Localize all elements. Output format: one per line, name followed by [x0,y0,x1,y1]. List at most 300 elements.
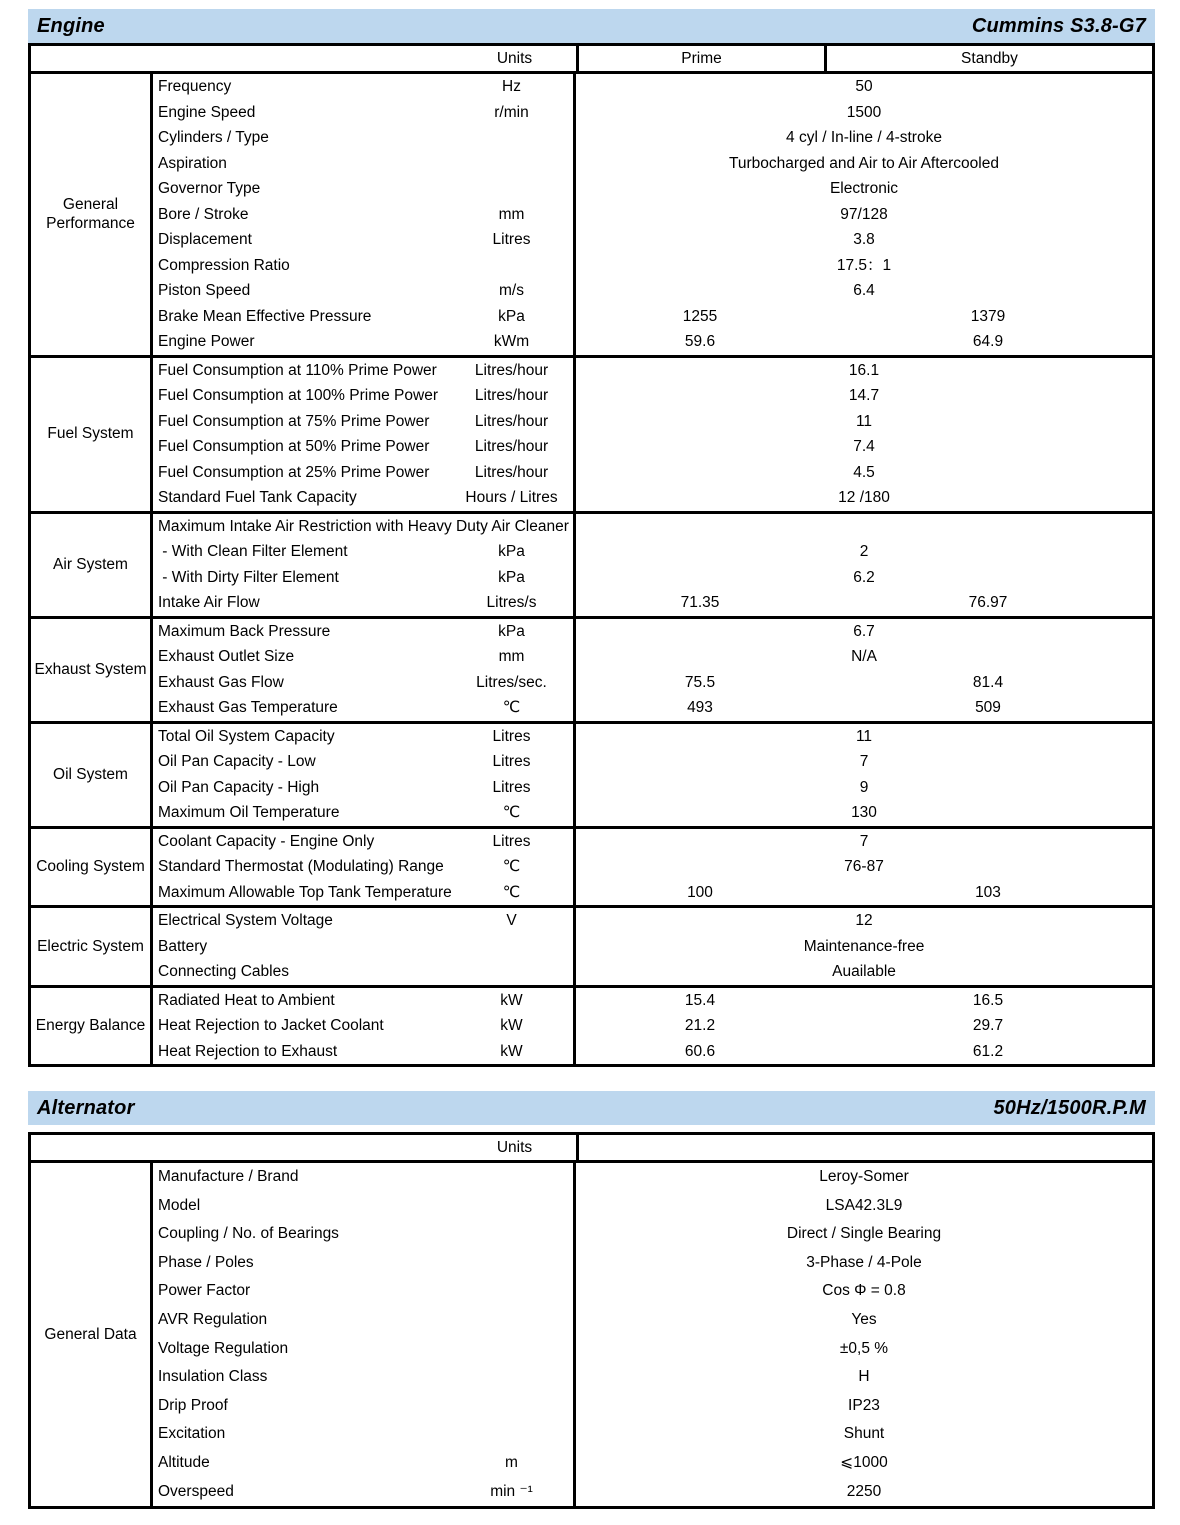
spec-row [153,100,1152,126]
spec-row [153,434,1152,460]
units-value: ℃ [502,883,521,901]
parameter-name: Maximum Oil Temperature [158,804,340,821]
section-rows [153,1163,1152,1506]
values-cell [573,1420,1152,1449]
values-cell [573,1013,1152,1039]
combined-value: 2250 [846,1482,882,1500]
parameter-name: Standard Thermostat (Modulating) Range [158,858,444,875]
spec-row [153,151,1152,177]
alternator-subtitle: 50Hz/1500R.P.M [993,1096,1146,1119]
units-value [450,1335,573,1364]
units-value: Litres/hour [474,438,549,455]
values-cell [573,1220,1152,1249]
parameter-name: Fuel Consumption at 110% Prime Power [158,361,437,379]
parameter-name: Compression Ratio [158,256,290,274]
units-value [450,151,573,177]
standby-value: 509 [975,699,1001,716]
section-label: Oil System [31,724,153,826]
spec-row [153,565,1152,591]
spec-row [153,1163,1152,1192]
units-value: m/s [499,282,524,299]
parameter-name: Standard Fuel Tank Capacity [158,489,357,506]
combined-value: 76-87 [844,858,884,875]
parameter-name: Cylinders / Type [158,129,269,146]
values-cell [573,539,1152,565]
spec-row [153,539,1152,565]
values-cell [573,908,1152,934]
units-value: ℃ [502,699,521,716]
units-value: Litres/hour [474,463,549,481]
combined-value: 6.7 [853,622,875,640]
spec-row [153,358,1152,384]
combined-value: ±0,5 % [839,1339,889,1357]
values-cell [573,151,1152,177]
values-cell [573,800,1152,826]
units-value: kW [500,1042,523,1060]
parameter-name: Aspiration [158,154,227,172]
spec-row [153,383,1152,409]
values-cell [573,775,1152,801]
values-cell [573,202,1152,228]
combined-value: 7 [859,753,869,770]
parameter-name: Coupling / No. of Bearings [158,1225,339,1243]
parameter-name: Manufacture / Brand [158,1168,299,1185]
units-column-header: Units [496,1139,533,1156]
parameter-name: Overspeed [158,1482,234,1500]
parameter-name: - With Clean Filter Element [158,543,348,560]
values-cell [573,278,1152,304]
values-cell [573,227,1152,253]
section-general-performance [31,74,1152,355]
spec-row [153,329,1152,355]
spec-row [153,1192,1152,1221]
engine-table-body [31,74,1152,1064]
parameter-name: Exhaust Gas Flow [158,673,284,691]
units-value: kPa [498,543,525,560]
alternator-table-header-row [31,1135,1152,1163]
parameter-name: Excitation [158,1425,226,1443]
values-cell [573,619,1152,645]
combined-value: ⩽1000 [840,1453,888,1471]
spec-row [153,1363,1152,1392]
values-cell [573,125,1152,151]
parameter-name: Fuel Consumption at 25% Prime Power [158,463,430,481]
values-header-blank [579,1135,1152,1160]
values-cell [573,1363,1152,1392]
units-value [450,253,573,279]
values-cell [573,988,1152,1014]
combined-value: IP23 [848,1396,880,1414]
section-air-system [31,511,1152,616]
units-value: min ⁻¹ [490,1482,533,1500]
combined-value: Shunt [843,1425,885,1443]
values-cell [573,565,1152,591]
values-cell [573,749,1152,775]
units-value: kPa [498,568,525,586]
units-value [450,1392,573,1421]
units-value [450,1220,573,1249]
prime-value: 71.35 [680,594,720,611]
combined-value: 4 cyl / In-line / 4-stroke [786,129,942,146]
values-cell [573,644,1152,670]
combined-value: 97/128 [840,205,888,223]
values-cell [573,383,1152,409]
spec-row [153,619,1152,645]
spec-row [153,829,1152,855]
parameter-name: Exhaust Gas Temperature [158,699,338,716]
parameter-name: Heat Rejection to Exhaust [158,1042,338,1060]
combined-value [576,514,1152,540]
values-cell [573,304,1152,330]
alternator-spec-table [28,1132,1155,1509]
values-cell [573,1478,1152,1507]
units-value: Hours / Litres [465,489,558,506]
combined-value: 14.7 [848,387,880,404]
units-value [450,1363,573,1392]
units-value: r/min [494,103,529,121]
units-value: Litres [492,753,531,770]
parameter-name: Battery [158,937,208,955]
section-label: Cooling System [31,829,153,906]
section-rows [153,724,1152,826]
units-value [450,1420,573,1449]
section-label: Energy Balance [31,988,153,1065]
values-cell [573,253,1152,279]
combined-value: Maintenance-free [803,937,925,955]
units-value: ℃ [502,804,521,821]
section-cooling-system [31,826,1152,906]
values-cell [573,854,1152,880]
section-fuel-system [31,355,1152,511]
parameter-name: Altitude [158,1453,210,1471]
parameter-name: Heat Rejection to Jacket Coolant [158,1017,384,1034]
parameter-name: Maximum Back Pressure [158,622,331,640]
combined-value: 16.1 [848,361,880,379]
engine-header-band [28,9,1155,43]
units-value: Litres/sec. [476,673,547,691]
spec-row [153,1335,1152,1364]
combined-value: 7.4 [853,438,875,455]
units-value: V [506,912,517,929]
spec-row [153,125,1152,151]
values-cell [573,1277,1152,1306]
parameter-name: Voltage Regulation [158,1339,289,1357]
values-cell [573,934,1152,960]
combined-value: 9 [859,778,869,796]
section-label: Air System [31,514,153,616]
values-cell [573,1039,1152,1065]
values-cell [573,724,1152,750]
spec-row [153,1420,1152,1449]
parameter-name: Fuel Consumption at 75% Prime Power [158,412,430,430]
spec-row [153,1277,1152,1306]
spec-row [153,800,1152,826]
section-rows [153,74,1152,355]
section-rows [153,988,1152,1065]
parameter-name: Electrical System Voltage [158,912,333,929]
values-cell [573,1392,1152,1421]
units-value: Litres [492,778,531,796]
values-header-cell [576,1135,1152,1160]
prime-value: 60.6 [684,1042,716,1060]
values-cell [573,590,1152,616]
section-rows [153,829,1152,906]
section-oil-system [31,721,1152,826]
spec-row [153,1220,1152,1249]
parameter-name: Radiated Heat to Ambient [158,991,335,1009]
section-label: General Data [31,1163,153,1506]
prime-column-header: Prime [579,46,827,71]
units-value [450,514,573,540]
units-value: kW [500,991,523,1009]
combined-value: Electronic [829,180,899,197]
prime-value: 59.6 [684,333,716,350]
engine-model: Cummins S3.8-G7 [971,14,1146,37]
combined-value: Auailable [832,963,896,980]
parameter-name: Governor Type [158,180,261,197]
values-cell [573,514,1152,540]
alternator-table-body [31,1163,1152,1506]
spec-row [153,590,1152,616]
combined-value: Direct / Single Bearing [786,1225,942,1243]
parameter-name: Oil Pan Capacity - High [158,778,320,796]
units-value: mm [498,205,525,223]
combined-value: 1500 [846,103,882,121]
parameter-name: Engine Power [158,333,255,350]
units-value: ℃ [502,858,521,875]
section-rows [153,908,1152,985]
units-value: kW [500,1017,523,1034]
values-cell [573,409,1152,435]
parameter-name: Brake Mean Effective Pressure [158,307,372,325]
values-cell [573,959,1152,985]
values-cell [573,1449,1152,1478]
spec-row [153,278,1152,304]
values-cell [573,100,1152,126]
values-cell [573,1249,1152,1278]
parameter-name: Bore / Stroke [158,205,249,223]
spec-row [153,1039,1152,1065]
combined-value: H [858,1368,870,1386]
spec-row [153,253,1152,279]
prime-value: 100 [687,883,713,901]
units-value [450,1277,573,1306]
prime-value: 75.5 [684,673,716,691]
section-label: Exhaust System [31,619,153,721]
combined-value: Leroy-Somer [819,1168,909,1185]
spec-row [153,1449,1152,1478]
combined-value: 12 [855,912,873,929]
units-value [450,176,573,202]
values-header-cell [576,46,1152,71]
values-cell [573,880,1152,906]
spec-row [153,514,1152,540]
units-value: Litres/hour [474,361,549,379]
spec-row [153,1013,1152,1039]
parameter-name: Total Oil System Capacity [158,727,335,745]
parameter-name: AVR Regulation [158,1310,268,1328]
units-value [450,959,573,985]
combined-value: Yes [851,1310,877,1328]
parameter-name: Engine Speed [158,103,256,121]
values-cell [573,176,1152,202]
combined-value: 11 [855,727,873,745]
header-blank-cell [31,46,453,71]
units-column-header: Units [496,50,533,67]
values-cell [573,329,1152,355]
spec-row [153,880,1152,906]
parameter-name: Coolant Capacity - Engine Only [158,832,375,850]
spec-row [153,749,1152,775]
parameter-name: Fuel Consumption at 50% Prime Power [158,438,430,455]
units-value: Litres [492,727,531,745]
parameter-name: Exhaust Outlet Size [158,648,295,665]
engine-title: Engine [37,14,105,37]
units-value: mm [498,648,525,665]
combined-value: 50 [855,78,873,95]
parameter-name: Model [158,1196,201,1214]
section-energy-balance [31,985,1152,1065]
combined-value: Cos Φ = 0.8 [822,1282,906,1300]
standby-column-header: Standby [961,50,1018,67]
units-value: m [505,1453,518,1471]
parameter-name: Insulation Class [158,1368,268,1386]
combined-value: 130 [851,804,877,821]
spec-row [153,227,1152,253]
units-value: kWm [493,333,530,350]
units-value: Litres/hour [474,387,549,404]
section-general-data [31,1163,1152,1506]
standby-value: 29.7 [972,1017,1004,1034]
units-value [450,1249,573,1278]
values-cell [573,460,1152,486]
spec-row [153,409,1152,435]
spec-row [153,988,1152,1014]
combined-value: 11 [855,412,873,430]
section-rows [153,619,1152,721]
units-value: Litres/hour [474,412,549,430]
spec-row [153,74,1152,100]
parameter-name: Maximum Allowable Top Tank Temperature [158,883,452,901]
units-value: kPa [498,622,525,640]
prime-value: 1255 [682,307,718,325]
values-cell [573,74,1152,100]
values-cell [573,485,1152,511]
combined-value: 17.5：1 [836,256,892,274]
spec-row [153,724,1152,750]
spec-row [153,1249,1152,1278]
spec-row [153,1478,1152,1507]
parameter-name: Maximum Intake Air Restriction with Heavy Duty Air Cleaner [158,517,569,535]
section-label: General Performance [31,74,153,355]
values-cell [573,434,1152,460]
prime-value: 15.4 [684,991,716,1009]
values-cell [573,1192,1152,1221]
parameter-name: Oil Pan Capacity - Low [158,753,316,770]
spec-row [153,1392,1152,1421]
alternator-title: Alternator [37,1096,135,1119]
combined-value: 4.5 [853,463,875,481]
units-value [450,934,573,960]
values-cell [573,1163,1152,1192]
parameter-name: Fuel Consumption at 100% Prime Power [158,387,438,404]
units-value: Hz [502,78,521,95]
spec-row [153,670,1152,696]
spec-row [153,644,1152,670]
spec-row [153,854,1152,880]
combined-value: N/A [851,648,877,665]
engine-spec-table [28,43,1155,1067]
parameter-name: Drip Proof [158,1396,228,1414]
spec-row [153,485,1152,511]
engine-table-header-row [31,46,1152,74]
section-electric-system [31,905,1152,985]
alternator-header-band [28,1091,1155,1125]
units-value: Litres [492,231,531,248]
units-value [450,1192,573,1221]
parameter-name: Power Factor [158,1282,251,1300]
combined-value: 6.4 [853,282,875,299]
spec-row [153,1306,1152,1335]
values-cell [573,358,1152,384]
spec-row [153,775,1152,801]
prime-value: 21.2 [684,1017,716,1034]
parameter-name: Frequency [158,78,232,95]
section-rows [153,358,1152,511]
standby-value: 103 [975,883,1001,901]
units-value: Litres [492,832,531,850]
spec-row [153,304,1152,330]
section-label: Electric System [31,908,153,985]
units-value: kPa [498,307,525,325]
combined-value: 12 /180 [838,489,890,506]
combined-value: 3-Phase / 4-Pole [806,1253,922,1271]
values-cell [573,695,1152,721]
units-value: Litres/s [486,594,537,611]
combined-value: Turbocharged and Air to Air Aftercooled [729,154,999,172]
standby-value: 61.2 [972,1042,1004,1060]
section-exhaust-system [31,616,1152,721]
section-label: Fuel System [31,358,153,511]
values-cell [573,1335,1152,1364]
units-value [450,1163,573,1192]
combined-value: 7 [859,832,869,850]
spec-row [153,176,1152,202]
parameter-name: - With Dirty Filter Element [158,568,339,586]
combined-value: 2 [859,543,869,560]
standby-value: 64.9 [972,333,1004,350]
values-cell [573,670,1152,696]
header-blank-cell [31,1135,453,1160]
standby-value: 76.97 [968,594,1008,611]
spec-row [153,908,1152,934]
units-value [450,1306,573,1335]
units-value [450,125,573,151]
parameter-name: Intake Air Flow [158,594,260,611]
standby-value: 1379 [970,307,1006,325]
spec-row [153,934,1152,960]
combined-value: 3.8 [853,231,875,248]
combined-value: 6.2 [853,568,875,586]
standby-value: 81.4 [972,673,1004,691]
spec-row [153,460,1152,486]
standby-value: 16.5 [972,991,1004,1009]
spec-row [153,959,1152,985]
combined-value: LSA42.3L9 [825,1196,903,1214]
spec-row [153,202,1152,228]
values-cell [573,829,1152,855]
parameter-name: Phase / Poles [158,1253,254,1271]
